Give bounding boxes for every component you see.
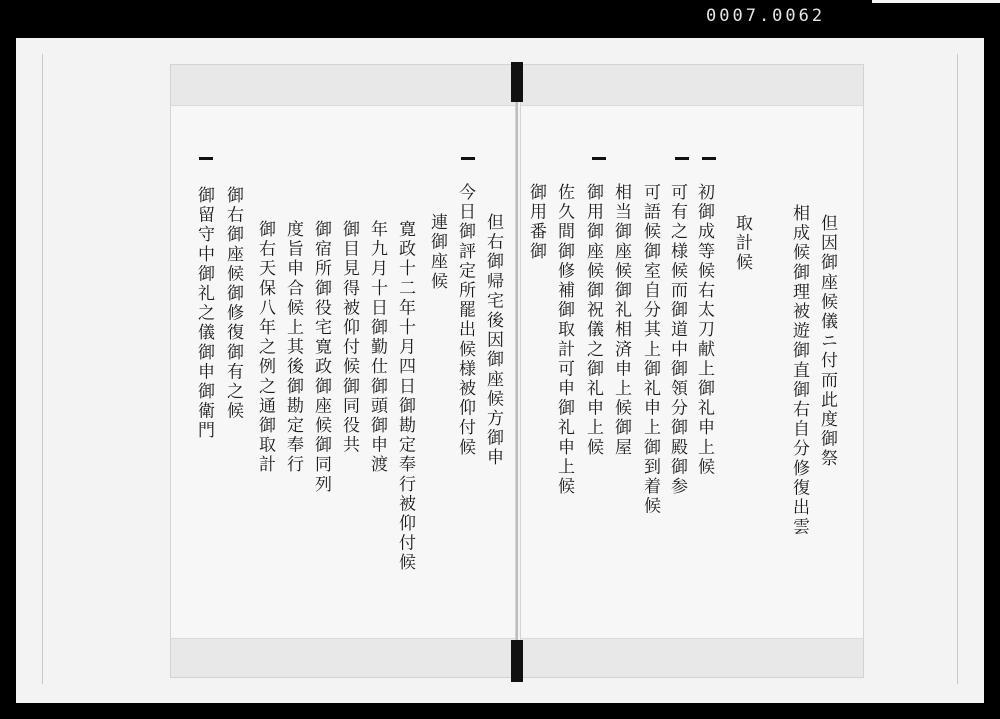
text-column: 今日御評定所罷出候様被仰付候 [455, 183, 475, 458]
mount-rule-right [957, 54, 958, 684]
text-column: 可語候御室自分其上御礼申上御到着候 [640, 183, 660, 517]
item-mark [675, 157, 689, 160]
text-column: 取計候 [732, 214, 752, 273]
book-gutter [516, 100, 518, 640]
text-column: 初御成等候右太刀献上御礼申上候 [694, 183, 714, 477]
text-column: 御用番御 [526, 183, 546, 262]
binding-clip-top [511, 62, 523, 102]
text-column: 御右御座候御修復御有之候 [223, 186, 243, 422]
text-column: 但右御帰宅後因御座候方御申 [483, 213, 503, 468]
text-column: 度旨申合候上其後御勘定奉行 [283, 220, 303, 475]
item-mark [199, 157, 213, 160]
right-page-bottom-band [521, 638, 863, 677]
frame-number: 0007.0062 [706, 6, 826, 26]
mount-rule-left [42, 54, 43, 684]
left-page-bottom-band [171, 638, 515, 677]
left-page-top-band [171, 65, 515, 106]
item-mark [461, 157, 475, 160]
text-column: 御用御座候御祝儀之御礼申上候 [583, 183, 603, 458]
text-column: 相当御座候御礼相済申上候御屋 [611, 183, 631, 458]
film-corner-mark [872, 0, 1000, 3]
text-column: 連御座候 [427, 213, 447, 292]
text-column: 但因御座候儀ニ付而此度御祭 [817, 214, 837, 469]
text-column: 御目見得被仰付候御同役共 [339, 220, 359, 456]
item-mark [592, 157, 606, 160]
right-page-top-band [521, 65, 863, 106]
text-column: 寛政十二年十月四日御勘定奉行被仰付候 [395, 220, 415, 573]
item-mark [702, 157, 716, 160]
text-column: 年九月十日御勤仕御頭御申渡 [367, 220, 387, 475]
text-column: 御留守中御礼之儀御申御衛門 [194, 186, 214, 441]
text-column: 可有之様候而御道中御領分御殿御参 [667, 183, 687, 497]
text-column: 相成候御理被遊御直御右自分修復出雲 [789, 204, 809, 538]
text-column: 佐久間御修補御取計可申御礼申上候 [554, 183, 574, 497]
text-column: 御宿所御役宅寛政御座候御同列 [311, 220, 331, 495]
binding-clip-bottom [511, 640, 523, 682]
text-column: 御右天保八年之例之通御取計 [255, 220, 275, 475]
